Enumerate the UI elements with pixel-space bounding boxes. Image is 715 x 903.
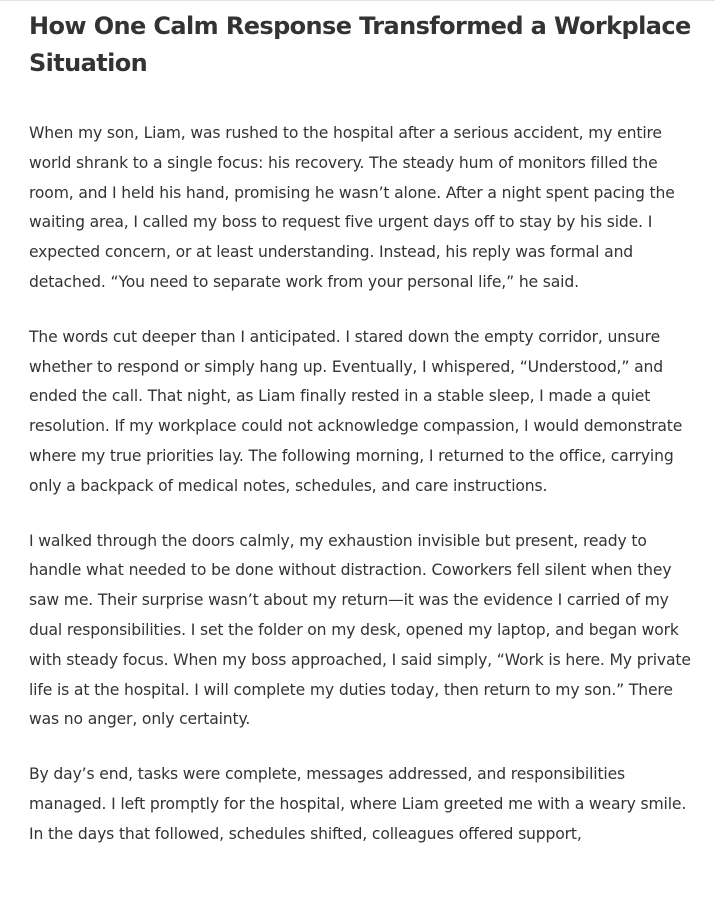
article-paragraph-2: The words cut deeper than I anticipated. I stared down the empty corridor, unsure whether to respond or simply hang up. Eventually, I whispered, “Understood,” and ended the call. That night, as Liam finally rested in a stable sleep, I made a quiet resolution. If my workplace could not acknowledge compassion, I would demonstrate where my true priorities lay. The following morning, I returned to the office, carrying only a backpack of medical notes, schedules, and care instructions.: [29, 327, 683, 495]
article-title: How One Calm Response Transformed a Workplace Situation: [29, 12, 691, 77]
article-paragraph-4: By day’s end, tasks were complete, messages addressed, and responsibilities managed. I left promptly for the hospital, where Liam greeted me with a weary smile. In the days that followed, schedules shifted, colleagues offered support,: [29, 765, 687, 843]
article-paragraph-3: I walked through the doors calmly, my exhaustion invisible but present, ready to handle what needed to be done without distraction. Coworkers fell silent when they saw me. Their surprise wasn’t about my return—it was the evidence I carried of my dual responsibilities. I set the folder on my desk, opened my laptop, and began work with steady focus. When my boss approached, I said simply, “Work is here. My private life is at the hospital. I will complete my duties today, then return to my son.” There was no anger, only certainty.: [29, 531, 691, 729]
article-paragraph-1: When my son, Liam, was rushed to the hospital after a serious accident, my entire world shrank to a single focus: his recovery. The steady hum of monitors filled the room, and I held his hand, promising he wasn’t alone. After a night spent pacing the waiting area, I called my boss to request five urgent days off to stay by his side. I expected concern, or at least understanding. Instead, his reply was formal and detached. “You need to separate work from your personal life,” he said.: [29, 124, 675, 291]
article: [29, 8, 699, 850]
